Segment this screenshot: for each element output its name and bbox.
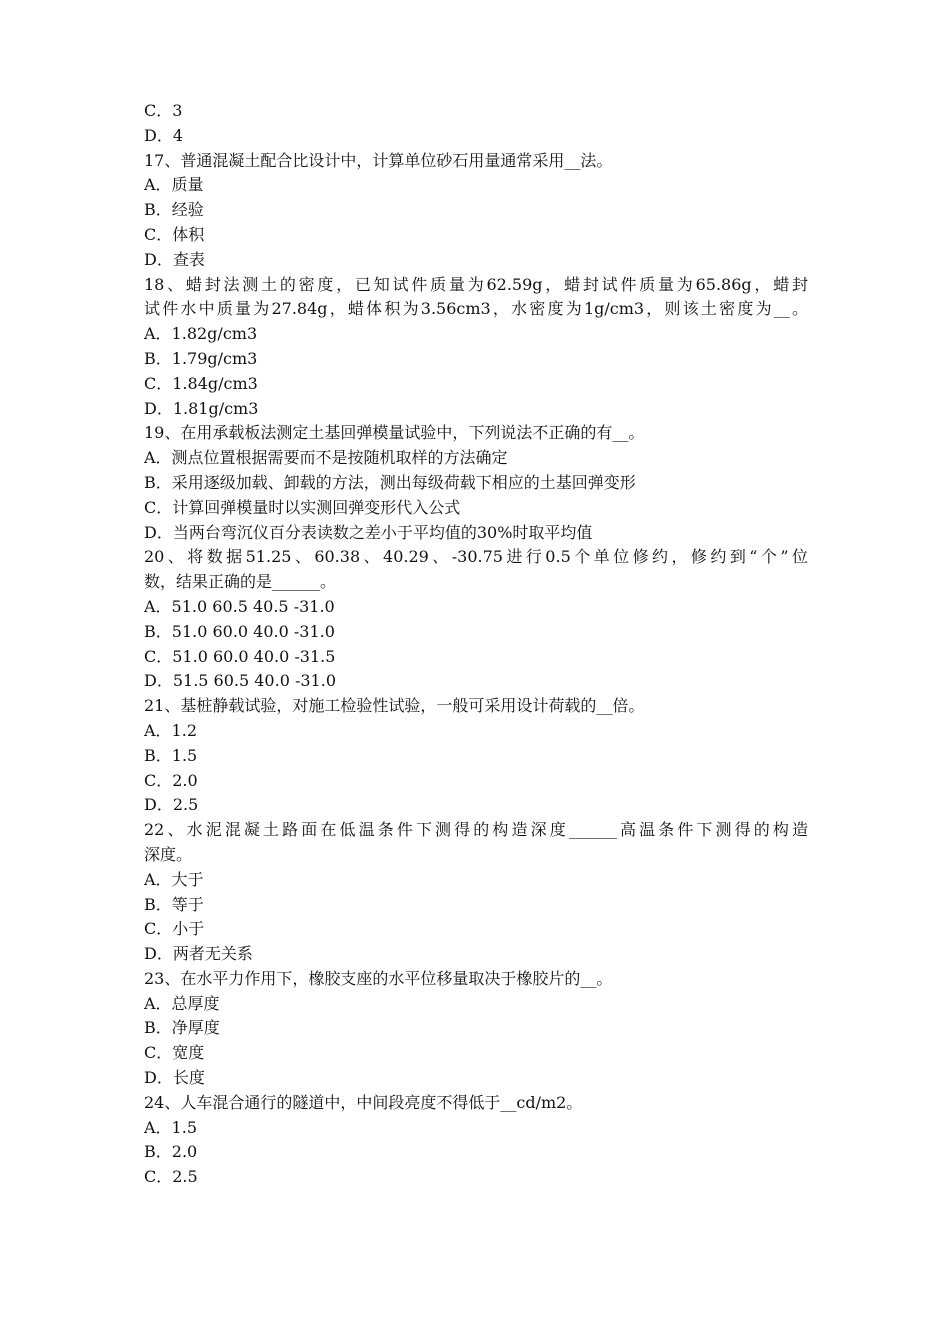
text-line: B．采用逐级加载、卸载的方法，测出每级荷载下相应的土基回弹变形 xyxy=(144,472,636,492)
text-line: C．3 xyxy=(144,101,183,120)
document-page xyxy=(144,99,808,1190)
text-line: D．1.81g/cm3 xyxy=(144,398,259,418)
text-line: C．计算回弹模量时以实测回弹变形代入公式 xyxy=(144,497,461,517)
text-line: D．查表 xyxy=(144,249,205,269)
text-line: 24、人车混合通行的隧道中，中间段亮度不得低于__cd/m2。 xyxy=(144,1092,583,1112)
text-line: C．2.0 xyxy=(144,770,198,790)
text-line: D．长度 xyxy=(144,1068,205,1088)
text-line: C．小于 xyxy=(144,919,205,939)
text-line: 21、基桩静载试验，对施工检验性试验，一般可采用设计荷载的__倍。 xyxy=(144,696,645,716)
text-line: B．经验 xyxy=(144,200,204,220)
text-line: C．51.0 60.0 40.0 -31.5 xyxy=(144,646,336,666)
text-line: B．净厚度 xyxy=(144,1018,220,1038)
text-line: A．总厚度 xyxy=(144,993,220,1013)
text-line: D．2.5 xyxy=(144,795,199,815)
text-line: A．大于 xyxy=(144,869,204,889)
text-line: 17、普通混凝土配合比设计中，计算单位砂石用量通常采用__法。 xyxy=(144,150,613,170)
text-line: B．1.79g/cm3 xyxy=(144,348,258,368)
text-line: B．等于 xyxy=(144,894,204,914)
text-line: B．1.5 xyxy=(144,745,198,765)
text-line: 试件水中质量为27.84g，蜡体积为3.56cm3，水密度为1g/cm3，则该土密度为__。 xyxy=(144,299,808,319)
text-line: C．宽度 xyxy=(144,1043,205,1063)
text-line: A．质量 xyxy=(144,175,204,195)
text-line: 22、水泥混凝土路面在低温条件下测得的构造深度______高温条件下测得的构造 xyxy=(144,820,808,840)
text-line: A．测点位置根据需要而不是按随机取样的方法确定 xyxy=(144,448,508,468)
text-line: 20、将数据51.25、60.38、40.29、-30.75进行0.5个单位修约，修约到“个”位 xyxy=(144,547,808,567)
text-line: 深度。 xyxy=(144,844,193,864)
text-line: A．1.5 xyxy=(144,1117,198,1137)
text-line: C．1.84g/cm3 xyxy=(144,373,258,393)
text-line: 23、在水平力作用下，橡胶支座的水平位移量取决于橡胶片的__。 xyxy=(144,968,613,988)
text-line: C．体积 xyxy=(144,224,205,244)
text-line: 数，结果正确的是______。 xyxy=(144,572,337,592)
text-line: B．51.0 60.0 40.0 -31.0 xyxy=(144,621,335,641)
text-line: 18、蜡封法测土的密度，已知试件质量为62.59g，蜡封试件质量为65.86g，蜡封 xyxy=(144,274,808,294)
text-line: A．51.0 60.5 40.5 -31.0 xyxy=(144,596,335,616)
text-line: A．1.2 xyxy=(144,720,198,740)
text-line: D．两者无关系 xyxy=(144,944,253,964)
text-line: D．当两台弯沉仪百分表读数之差小于平均值的30%时取平均值 xyxy=(144,522,593,542)
text-line: 19、在用承载板法测定土基回弹模量试验中，下列说法不正确的有__。 xyxy=(144,423,645,443)
text-line: C．2.5 xyxy=(144,1167,198,1187)
text-line: D．4 xyxy=(144,125,184,145)
text-line: A．1.82g/cm3 xyxy=(144,324,258,344)
text-line: B．2.0 xyxy=(144,1142,198,1162)
text-line: D．51.5 60.5 40.0 -31.0 xyxy=(144,671,336,691)
